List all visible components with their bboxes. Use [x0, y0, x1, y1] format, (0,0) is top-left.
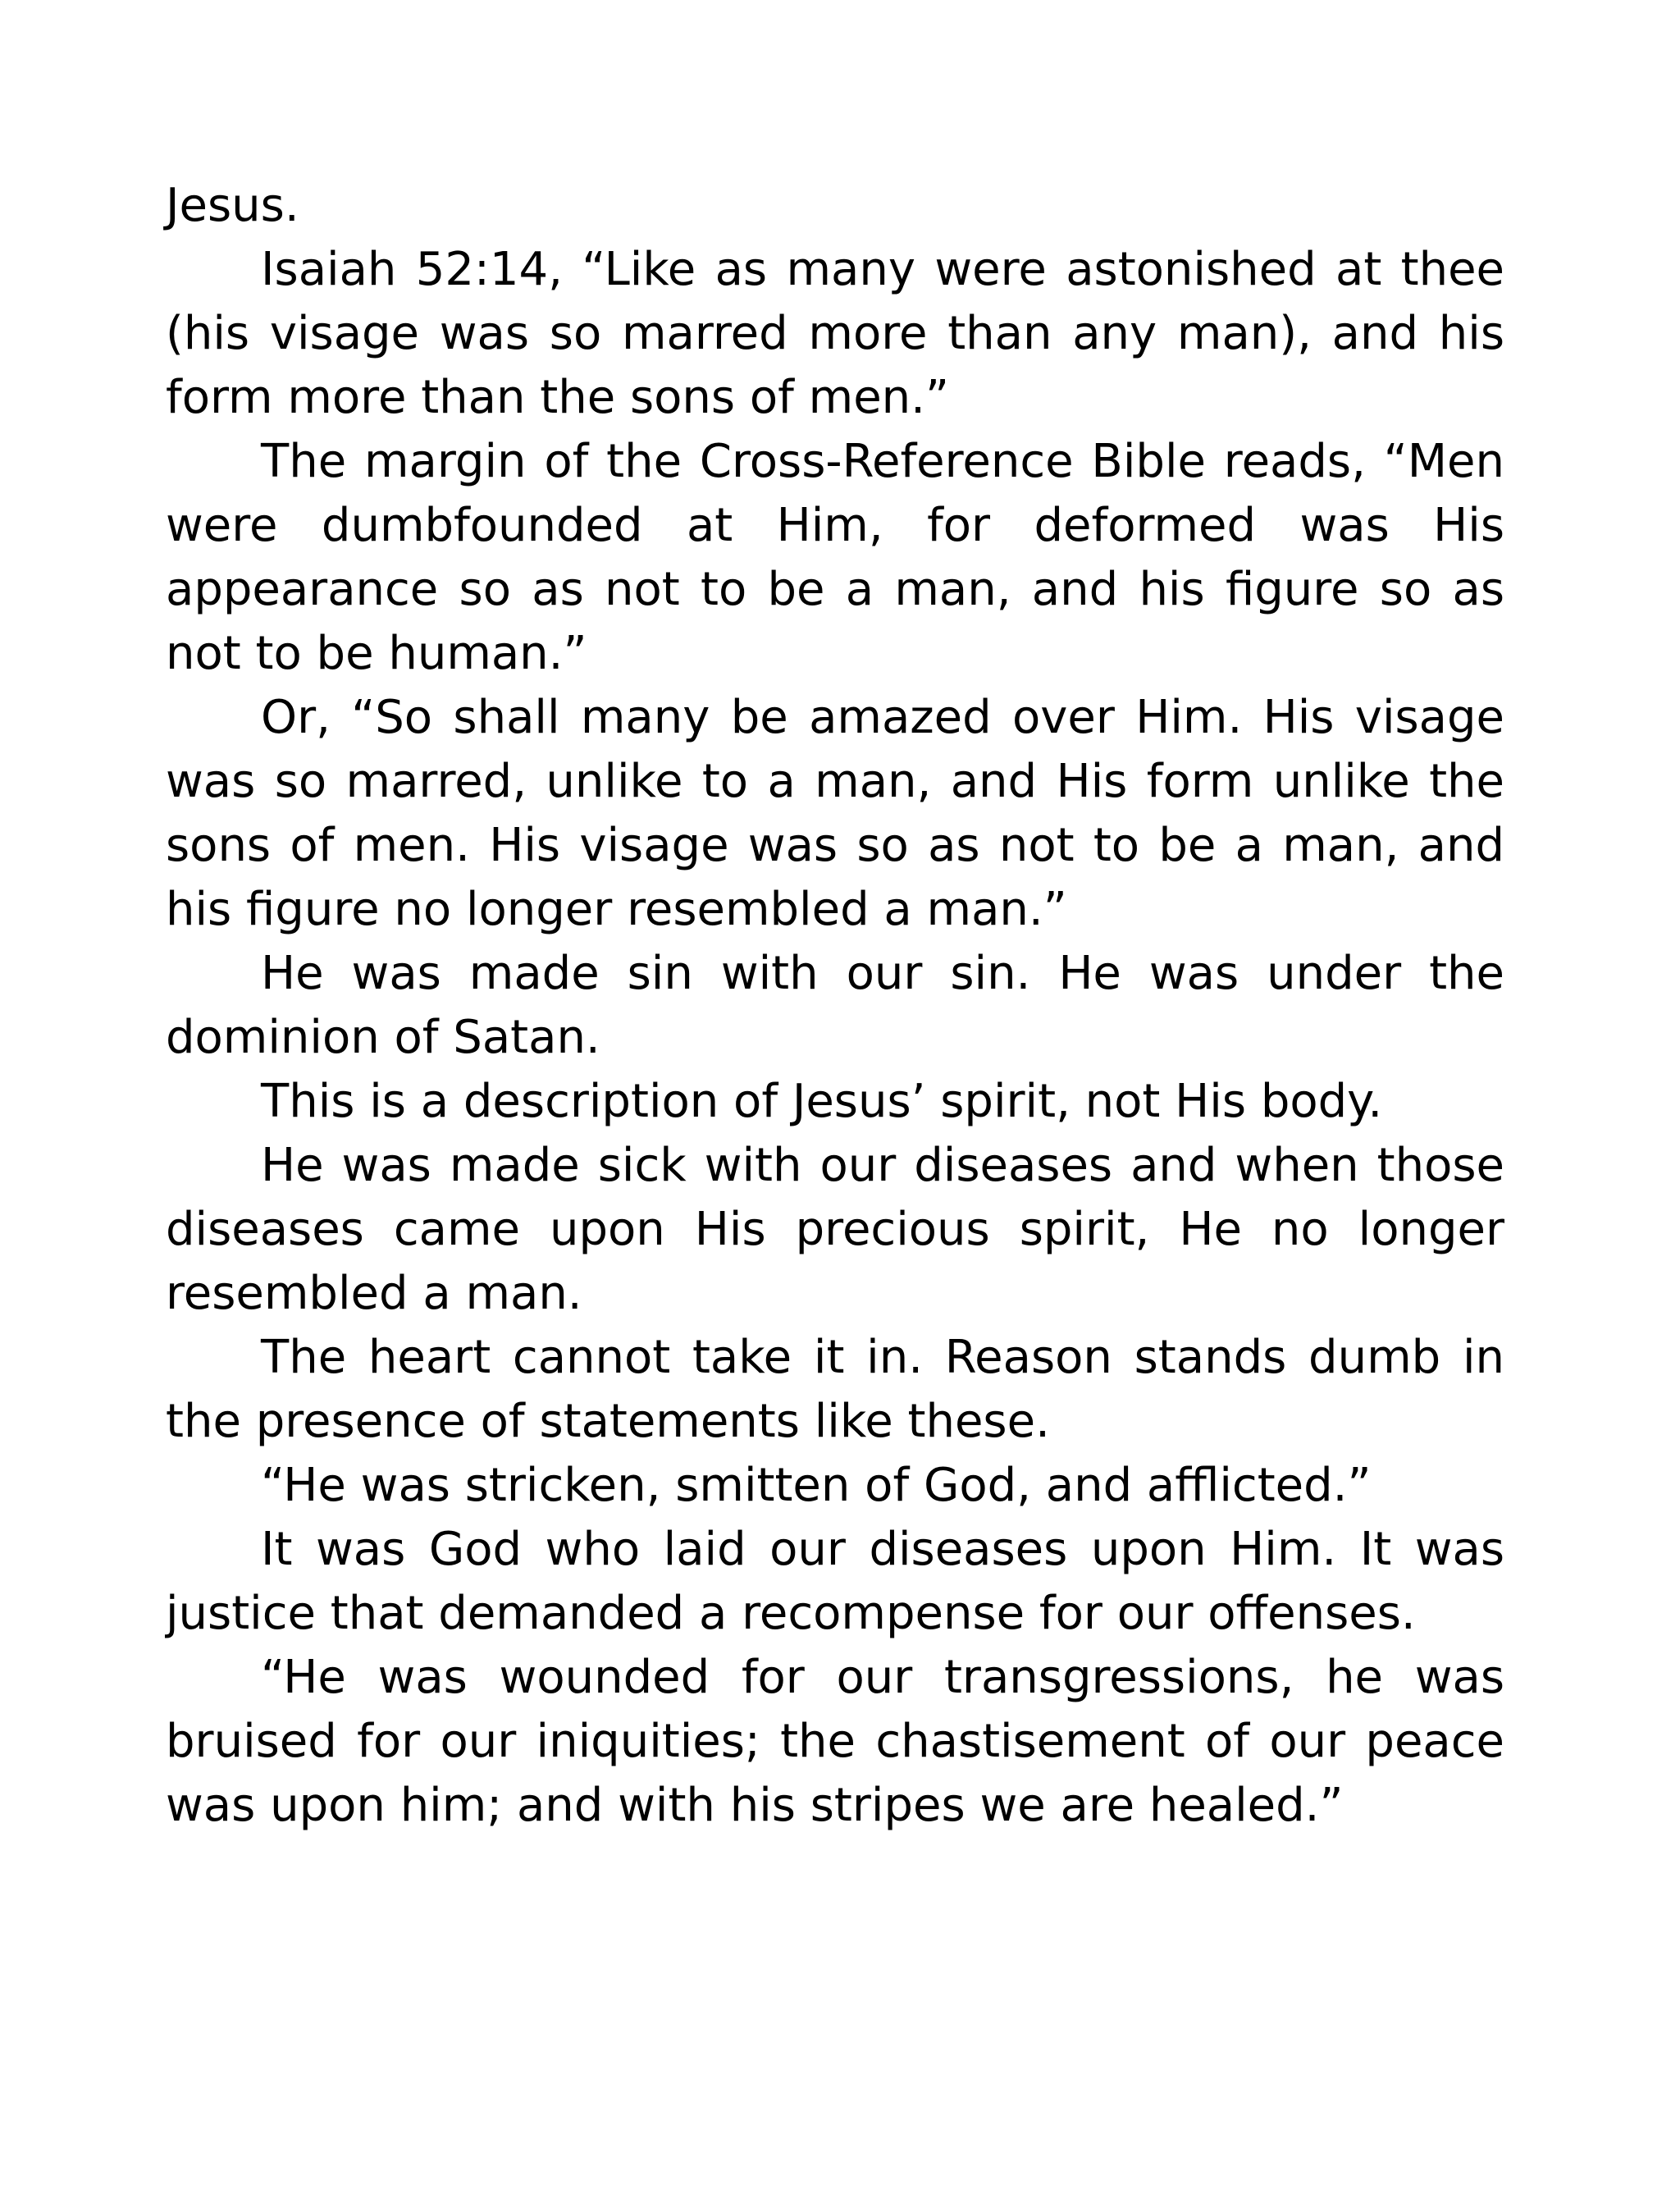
paragraph-wounded-quote: “He was wounded for our transgressions, he was bruised for our iniquities; the chastisement of our peace was upon him; and with his stripes we are healed.” [166, 1651, 1504, 1832]
paragraph-description-spirit: This is a description of Jesus’ spirit, not His body. [261, 1075, 1383, 1128]
paragraph-made-sin: He was made sin with our sin. He was under the dominion of Satan. [166, 947, 1504, 1064]
paragraph-alternate-reading: Or, “So shall many be amazed over Him. His visage was so marred, unlike to a man, and His form unlike the sons of men. His visage was so as not to be a man, and his figure no longer resembled a man.” [166, 691, 1504, 936]
body-text [166, 174, 1504, 1838]
paragraph-made-sick: He was made sick with our diseases and when those diseases came upon His precious spirit, He no longer resembled a man. [166, 1139, 1504, 1320]
paragraph-heart: The heart cannot take it in. Reason stands dumb in the presence of statements like these. [166, 1331, 1504, 1448]
paragraph-continuation: Jesus. [166, 179, 299, 232]
paragraph-isaiah-quote: Isaiah 52:14, “Like as many were astonished at thee (his visage was so marred more than any man), and his form more than the sons of men.” [166, 243, 1504, 424]
paragraph-cross-reference: The margin of the Cross-Reference Bible reads, “Men were dumbfounded at Him, for deformed was His appearance so as not to be a man, and his figure so as not to be human.” [166, 435, 1504, 680]
paragraph-god-laid: It was God who laid our diseases upon Him. It was justice that demanded a recompense for our offenses. [166, 1523, 1504, 1640]
paragraph-stricken-quote: “He was stricken, smitten of God, and afflicted.” [261, 1459, 1372, 1512]
